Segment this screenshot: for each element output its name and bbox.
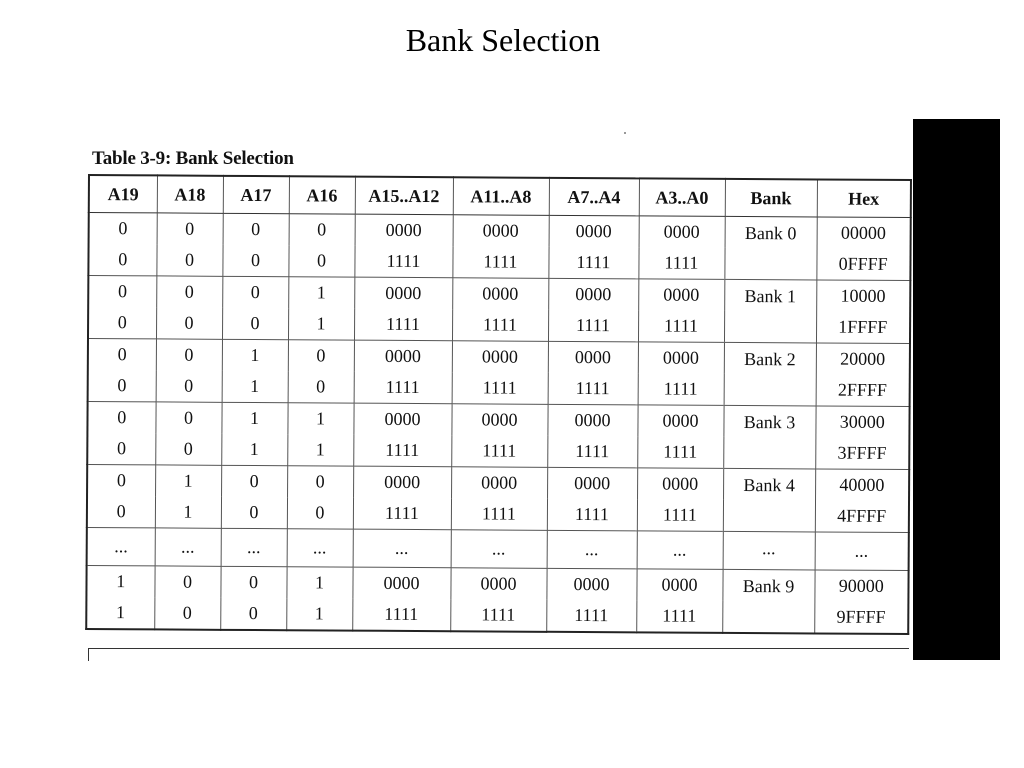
table-cell: 0000 <box>452 278 548 310</box>
table-cell: 0 <box>88 339 156 371</box>
table-cell: ... <box>547 530 637 569</box>
table-cell: 1111 <box>546 600 636 633</box>
table-body <box>86 213 911 635</box>
hex-cell: 3FFFF <box>815 437 909 469</box>
table-cell: 1111 <box>548 310 638 342</box>
table-cell: 1111 <box>354 309 452 341</box>
column-header: A17 <box>223 176 289 214</box>
table-cell: 1 <box>155 496 221 528</box>
table-cell: 1 <box>86 597 154 629</box>
table-cell: 1 <box>286 598 352 630</box>
table-cell: 1 <box>287 434 353 466</box>
table-cell: 0000 <box>352 567 450 599</box>
bank-cell: Bank 3 <box>723 405 815 469</box>
table-cell: 1 <box>155 465 221 497</box>
slide-title: Bank Selection <box>405 22 601 58</box>
bank-cell: Bank 9 <box>722 569 814 633</box>
table-cell: 1111 <box>547 436 637 468</box>
table-cell: 0 <box>223 213 289 245</box>
table-cell: 0000 <box>547 404 637 436</box>
hex-cell: 40000 <box>815 469 909 501</box>
table-cell: 1 <box>221 402 287 434</box>
table-cell: 0 <box>155 402 221 434</box>
table-cell: 1111 <box>638 373 724 405</box>
table-cell: 0 <box>157 213 223 245</box>
table-cell: 1111 <box>352 599 450 632</box>
table-cell: 0 <box>287 497 353 529</box>
header-row <box>89 175 911 218</box>
table-cell: 1111 <box>638 310 724 342</box>
bank-cell: Bank 4 <box>723 468 815 532</box>
table-cell: 0000 <box>638 342 724 374</box>
table-cell: 1 <box>222 371 288 403</box>
table-cell: 1111 <box>452 309 548 341</box>
bank-selection-table <box>85 174 912 635</box>
hex-cell: 0FFFF <box>816 248 910 280</box>
table-cell: 0000 <box>354 277 452 309</box>
table-cell: ... <box>287 529 353 567</box>
table-cell: 0 <box>288 371 354 403</box>
hex-cell: 1FFFF <box>816 311 910 343</box>
table-cell: 0000 <box>547 467 637 499</box>
hex-cell: 20000 <box>816 343 910 375</box>
table-cell: 1111 <box>451 498 547 530</box>
table-cell: 0 <box>87 465 155 497</box>
table-cell: ... <box>451 530 547 569</box>
table-row <box>87 402 909 439</box>
table-cell: 0 <box>88 370 156 402</box>
table-row <box>86 565 908 602</box>
table-cell: 0 <box>220 598 286 630</box>
table-cell: 0000 <box>636 569 722 601</box>
table-cell: ... <box>155 528 221 566</box>
hex-cell: 00000 <box>817 217 911 249</box>
table-cell: 0 <box>156 339 222 371</box>
table-cell: 1111 <box>452 246 548 278</box>
table-cell: 1 <box>222 339 288 371</box>
table-cell: 1111 <box>452 372 548 404</box>
table-cell: 0 <box>88 244 156 276</box>
scan-black-edge <box>913 119 1000 660</box>
hex-cell: 9FFFF <box>814 601 908 634</box>
bank-cell: Bank 1 <box>724 279 816 343</box>
table-cell: 0 <box>222 308 288 340</box>
table-cell: 1 <box>288 277 354 309</box>
table-cell: 0 <box>220 566 286 598</box>
table-cell: 0000 <box>451 404 547 436</box>
column-header: A11..A8 <box>453 177 549 215</box>
table-cell: 0000 <box>549 215 639 247</box>
table-cell: 0 <box>155 433 221 465</box>
table-cell: 0 <box>88 307 156 339</box>
table-cell: 1111 <box>637 499 723 531</box>
table-cell: 0 <box>156 276 222 308</box>
hex-cell: 10000 <box>816 280 910 312</box>
table-cell: ... <box>87 527 155 565</box>
table-caption: Table 3-9: Bank Selection <box>92 148 294 169</box>
table-cell: 1 <box>86 565 154 597</box>
table-cell: 0 <box>287 466 353 498</box>
column-header: A19 <box>89 175 157 213</box>
bank-cell: ... <box>723 531 815 570</box>
hex-cell: ... <box>815 532 909 571</box>
table-cell: ... <box>221 528 287 566</box>
table-cell: 1111 <box>636 600 722 633</box>
table-row <box>87 465 909 502</box>
table-cell: 0 <box>87 433 155 465</box>
column-header: A15..A12 <box>355 177 453 215</box>
table-cell: ... <box>353 529 451 568</box>
table-cell: 0000 <box>637 405 723 437</box>
hex-cell: 30000 <box>815 406 909 438</box>
table-row <box>88 339 910 376</box>
bank-cell: Bank 0 <box>724 216 816 280</box>
table-cell: 0 <box>154 597 220 629</box>
table-row <box>89 213 911 250</box>
table-cell: 0000 <box>452 341 548 373</box>
table-cell: 0000 <box>353 466 451 498</box>
table-cell: 1111 <box>353 435 451 467</box>
table-cell: 0 <box>154 566 220 598</box>
table-cell: 0 <box>156 307 222 339</box>
table-row <box>87 527 909 570</box>
table-cell: 0000 <box>637 468 723 500</box>
table-cell: 0000 <box>353 403 451 435</box>
column-header: A16 <box>289 176 355 214</box>
table-cell: 1 <box>286 567 352 599</box>
table-cell: 0 <box>87 496 155 528</box>
scan-speck <box>624 132 626 134</box>
column-header: A18 <box>157 175 223 213</box>
table-cell: 0 <box>289 214 355 246</box>
column-header: A3..A0 <box>639 178 725 216</box>
table-cell: 0 <box>156 370 222 402</box>
table-cell: 1111 <box>354 246 452 278</box>
table-row <box>88 276 910 313</box>
column-header: Hex <box>817 179 911 217</box>
table-cell: 0 <box>222 276 288 308</box>
table-cell: 1111 <box>638 247 724 279</box>
table-cell: 0000 <box>451 467 547 499</box>
bank-cell: Bank 2 <box>724 342 816 406</box>
table-cell: 0 <box>288 245 354 277</box>
table-cell: 0000 <box>450 568 546 600</box>
table-cell: 0 <box>288 340 354 372</box>
table-cell: 0 <box>156 244 222 276</box>
scanned-table-image <box>86 120 916 660</box>
table-cell: 1111 <box>450 599 546 632</box>
table-cell: 1 <box>221 434 287 466</box>
table-cell: 1111 <box>637 436 723 468</box>
table-cell: 0 <box>89 213 157 245</box>
hex-cell: 90000 <box>814 570 908 602</box>
table-cell: 0000 <box>548 278 638 310</box>
table-cell: 1 <box>287 403 353 435</box>
table-cell: 0 <box>88 276 156 308</box>
table-cell: 0 <box>221 497 287 529</box>
table-cell: 0000 <box>355 214 453 246</box>
column-header: Bank <box>725 179 817 217</box>
bottom-rule <box>88 648 909 661</box>
hex-cell: 4FFFF <box>815 500 909 532</box>
table-cell: 0 <box>87 402 155 434</box>
table-cell: 1111 <box>451 435 547 467</box>
table-cell: 0000 <box>453 215 549 247</box>
hex-cell: 2FFFF <box>816 374 910 406</box>
table-cell: 1111 <box>548 247 638 279</box>
table-cell: 0000 <box>638 279 724 311</box>
table-wrap <box>85 174 910 635</box>
table-cell: 0000 <box>548 341 638 373</box>
table-cell: 0000 <box>639 216 725 248</box>
table-cell: 0000 <box>546 568 636 600</box>
table-cell: 1111 <box>548 373 638 405</box>
table-cell: 1111 <box>354 372 452 404</box>
table-cell: 0 <box>221 465 287 497</box>
table-cell: 1111 <box>353 498 451 530</box>
table-cell: 1111 <box>547 499 637 531</box>
table-cell: ... <box>637 531 723 570</box>
table-cell: 0000 <box>354 340 452 372</box>
column-header: A7..A4 <box>549 178 639 216</box>
table-cell: 0 <box>222 245 288 277</box>
table-cell: 1 <box>288 308 354 340</box>
